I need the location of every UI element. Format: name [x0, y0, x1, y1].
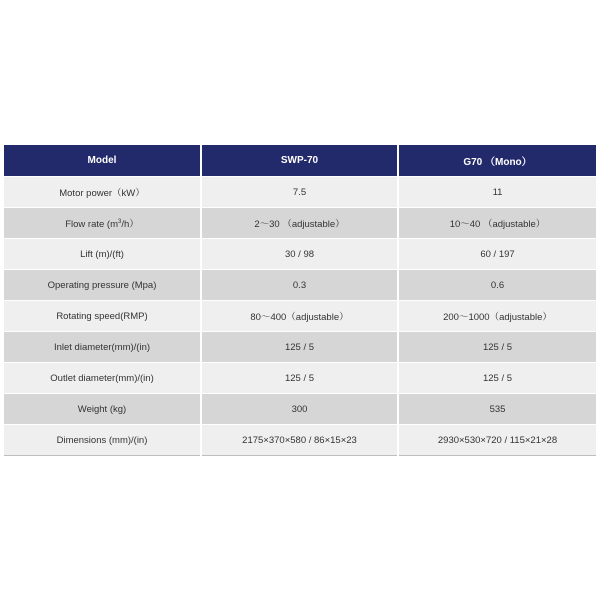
cell-swp70: 7.5 [201, 177, 398, 208]
cell-g70: 535 [398, 394, 596, 425]
table-row [4, 332, 596, 363]
cell-g70: 0.6 [398, 270, 596, 301]
cell-swp70: 2～30 （adjustable） [201, 208, 398, 239]
table-row [4, 301, 596, 332]
cell-swp70: 300 [201, 394, 398, 425]
header-model: Model [4, 145, 201, 177]
cell-swp70: 0.3 [201, 270, 398, 301]
table-row [4, 425, 596, 456]
header-swp70: SWP-70 [201, 145, 398, 177]
cell-g70: 2930×530×720 / 115×21×28 [398, 425, 596, 456]
header-row [4, 145, 596, 177]
cell-g70: 200～1000（adjustable） [398, 301, 596, 332]
spec-table [4, 145, 596, 456]
cell-g70: 125 / 5 [398, 332, 596, 363]
cell-g70: 11 [398, 177, 596, 208]
row-label: Dimensions (mm)/(in) [4, 425, 201, 456]
cell-g70: 125 / 5 [398, 363, 596, 394]
row-label-post: /h） [121, 219, 139, 230]
row-label: Weight (kg) [4, 394, 201, 425]
row-label [4, 208, 201, 239]
row-label-sup: 3 [118, 219, 122, 225]
table-row [4, 394, 596, 425]
table-row [4, 208, 596, 239]
row-label: Motor power（kW） [4, 177, 201, 208]
cell-swp70: 125 / 5 [201, 363, 398, 394]
cell-g70: 60 / 197 [398, 239, 596, 270]
row-label-pre: Flow rate (m [65, 219, 118, 230]
row-label: Rotating speed(RMP) [4, 301, 201, 332]
table-row [4, 363, 596, 394]
cell-swp70: 125 / 5 [201, 332, 398, 363]
table-row [4, 239, 596, 270]
table-row [4, 177, 596, 208]
cell-swp70: 30 / 98 [201, 239, 398, 270]
cell-g70: 10～40 （adjustable） [398, 208, 596, 239]
header-g70: G70 （Mono） [398, 145, 596, 177]
cell-swp70: 80～400（adjustable） [201, 301, 398, 332]
row-label: Operating pressure (Mpa) [4, 270, 201, 301]
row-label: Outlet diameter(mm)/(in) [4, 363, 201, 394]
table-row [4, 270, 596, 301]
row-label: Inlet diameter(mm)/(in) [4, 332, 201, 363]
row-label: Lift (m)/(ft) [4, 239, 201, 270]
cell-swp70: 2175×370×580 / 86×15×23 [201, 425, 398, 456]
